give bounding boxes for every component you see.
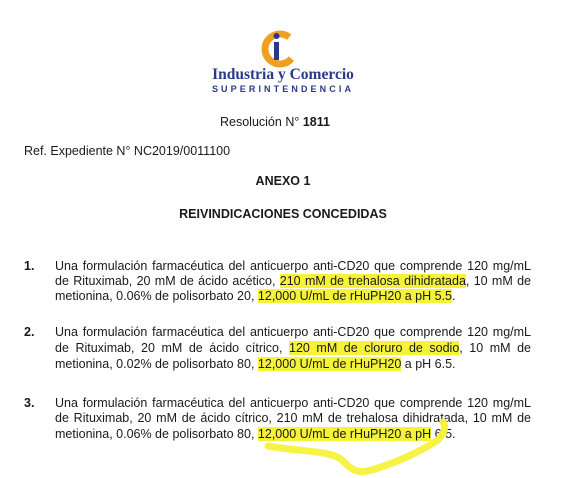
- highlighted-text: 12,000 U/mL de rHuPH20 a pH 5.5: [257, 289, 453, 303]
- claim-line: [55, 427, 531, 442]
- annex-heading: ANEXO 1: [255, 174, 311, 188]
- claim-number: 2.: [24, 325, 35, 339]
- claim-text: metionina, 0.06% de polisorbato 80,: [55, 427, 258, 441]
- highlighted-text: 12,000 U/mL de rHuPH20 a pH: [257, 427, 432, 441]
- reference-line: Ref. Expediente N° NC2019/0011100: [24, 144, 231, 158]
- claim-line: de Rituximab, 20 mM de ácido cítrico, 210 mM de trehalosa dihidratada, 10 mM de: [55, 411, 531, 425]
- resolution-heading: [220, 115, 330, 129]
- highlighted-text: 12,000 U/mL de rHuPH20: [257, 357, 402, 371]
- claim-line: [55, 357, 531, 372]
- claim-line: [55, 274, 531, 289]
- claim-text: metionina, 0.02% de polisorbato 80,: [55, 357, 258, 371]
- resolution-label: Resolución N°: [220, 115, 300, 129]
- claim-text: , 10 mM de: [459, 341, 531, 355]
- brand-subtitle: SUPERINTENDENCIA: [211, 84, 355, 94]
- claim-text: .: [452, 289, 456, 303]
- claims-title: REIVINDICACIONES CONCEDIDAS: [179, 207, 387, 221]
- resolution-number: 1811: [302, 115, 330, 129]
- claim-text: de Rituximab, 20 mM de ácido cítrico,: [55, 341, 290, 355]
- claim-text: , 10 mM de: [465, 274, 531, 288]
- claim-line: Una formulación farmacéutica del anticuerpo anti-CD20 que comprende 120 mg/mL: [55, 259, 531, 273]
- claim-line: [55, 341, 531, 356]
- highlighted-text: 120 mM de cloruro de sodio: [289, 341, 460, 355]
- claim-line: Una formulación farmacéutica del anticuerpo anti-CD20 que comprende 120 mg/mL: [55, 325, 531, 339]
- claim-text: metionina, 0.06% de polisorbato 20,: [55, 289, 258, 303]
- brand-name: Industria y Comercio: [212, 66, 354, 83]
- claim-number: 3.: [24, 396, 35, 410]
- claim-text: 6.5.: [431, 427, 456, 441]
- claim-text: de Rituximab, 20 mM de ácido acético,: [55, 274, 280, 288]
- claim-number: 1.: [24, 259, 35, 273]
- highlighted-text: 210 mM de trehalosa dihidratada: [279, 274, 466, 288]
- sic-logo-icon: [258, 26, 302, 70]
- claim-line: [55, 289, 531, 304]
- claim-text: a pH 6.5.: [401, 357, 456, 371]
- claim-line: Una formulación farmacéutica del anticuerpo anti-CD20 que comprende 120 mg/mL: [55, 396, 531, 410]
